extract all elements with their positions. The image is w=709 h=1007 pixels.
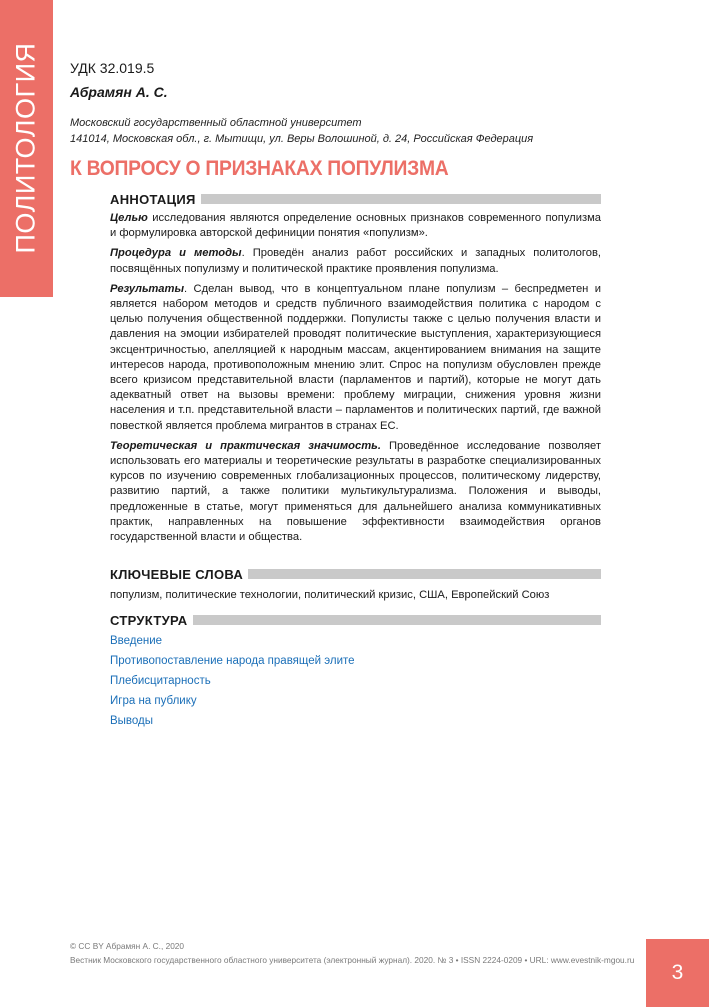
abstract-paragraph xyxy=(110,246,601,276)
keywords-list: популизм, политические технологии, политический кризис, США, Европейский Союз xyxy=(110,589,550,601)
annotation-body xyxy=(110,211,601,550)
abstract-paragraph xyxy=(110,211,601,241)
paragraph-lead: Результаты xyxy=(110,282,185,295)
paragraph-text: . Сделан вывод, что в концептуальном плане популизм – беспредметен и является набором методов и средств публичного взаимодействия политика с народом с целью получения общественной поддержки. Популисты также с целью получения власти и давления на эмоции избирателей проводят политические выступления, характеризующиеся эксцентричностью, апелляцией к народным массам, акцентированием внимания на защите интересов народа, противоположным мнению элит. Спрос на популизм обусловлен прежде всего кризисом представительной власти (парламентов и партий), которые не могут дать адекватный ответ на вызовы времени: проблему миграции, снижения уровня жизни населения и т.п. представительной власти – парламентов и политических партий, где важной повесткой является проблема мигрантов в странах ЕС. xyxy=(110,282,601,432)
structure-heading xyxy=(110,613,601,627)
section-side-tab xyxy=(0,0,53,297)
page-number: 3 xyxy=(646,939,709,1007)
abstract-paragraph xyxy=(110,282,601,434)
page-footer xyxy=(70,939,634,967)
toc-link-people-vs-elite[interactable]: Противопоставление народа правящей элите xyxy=(110,655,355,667)
annotation-heading xyxy=(110,192,601,206)
section-label: ПОЛИТОЛОГИЯ xyxy=(10,42,41,254)
journal-info: Вестник Московского государственного областного университета (электронный журнал). 2020. № 3 • ISSN 2224-0209 • URL: www.evestnik-mgou.ru xyxy=(70,955,635,965)
keywords-heading-label: КЛЮЧЕВЫЕ СЛОВА xyxy=(110,566,244,582)
toc-link-introduction[interactable]: Введение xyxy=(110,635,163,647)
toc-link-plebiscitarity[interactable]: Плебисцитарность xyxy=(110,675,211,687)
article-title: К ВОПРОСУ О ПРИЗНАКАХ ПОПУЛИЗМА xyxy=(70,157,449,180)
paragraph-text: исследования являются определение основных признаков современного популизма и формулировка авторской дефиниции понятия «популизм». xyxy=(110,212,601,240)
toc-link-playing-to-public[interactable]: Игра на публику xyxy=(110,695,197,707)
author-name: Абрамян А. С. xyxy=(70,84,168,100)
udk-code: УДК 32.019.5 xyxy=(70,60,155,76)
paragraph-lead: Теоретическая и практическая значимость. xyxy=(110,439,381,452)
annotation-heading-label: АННОТАЦИЯ xyxy=(110,191,196,207)
keywords-heading xyxy=(110,567,601,581)
paragraph-text: Проведённое исследование позволяет использовать его материалы и теоретические результаты в разработке специализированных курсов по изучению современных глобализационных процессов, политическому лидерству, развитию партий, а также политики мультикультурализма. Положения и выводы, предложенные в статье, могут применяться для дальнейшего анализа коммуникативных практик, направленных на повышение эффективности взаимодействия органов государственной власти и общества. xyxy=(110,439,601,544)
paragraph-text: . Проведён анализ работ российских и западных политологов, посвящённых популизму и политической практике проявления популизма. xyxy=(110,247,601,275)
heading-bar xyxy=(193,615,602,625)
table-of-contents xyxy=(110,633,355,733)
affiliation-address: 141014, Московская обл., г. Мытищи, ул. Веры Волошиной, д. 24, Российская Федерация xyxy=(70,133,534,145)
affiliation-name: Московский государственный областной университет xyxy=(70,117,362,129)
paragraph-lead: Процедура и методы xyxy=(110,247,242,260)
copyright-notice: © CC BY Абрамян А. С., 2020 xyxy=(70,941,185,951)
affiliation-block xyxy=(70,115,533,147)
heading-bar xyxy=(248,569,601,579)
structure-heading-label: СТРУКТУРА xyxy=(110,612,188,628)
toc-link-conclusions[interactable]: Выводы xyxy=(110,715,154,727)
abstract-paragraph xyxy=(110,439,601,545)
paragraph-lead: Целью xyxy=(110,212,148,224)
heading-bar xyxy=(201,194,601,204)
